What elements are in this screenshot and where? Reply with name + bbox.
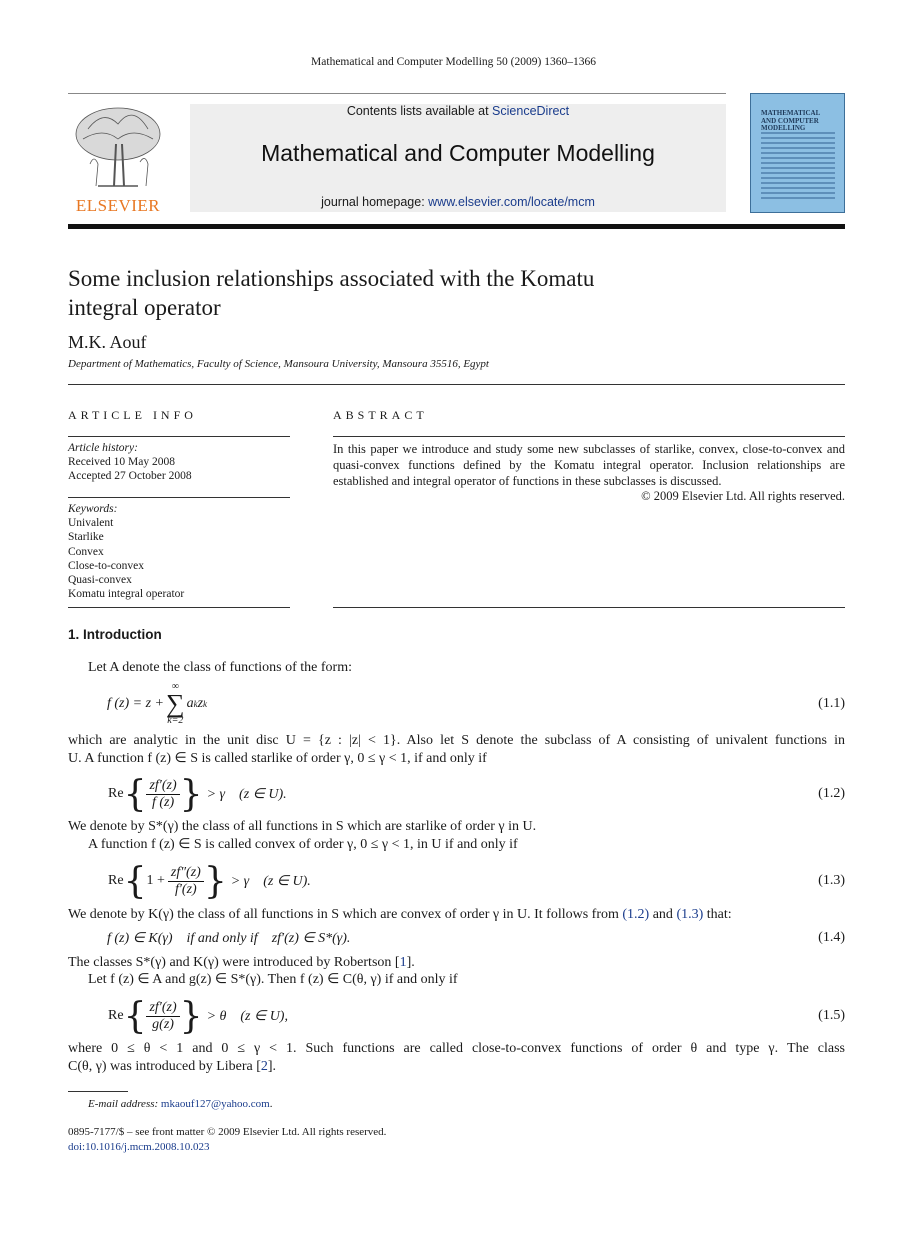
eq3-re: Re [108, 873, 124, 888]
front-matter: 0895-7177/$ – see front matter © 2009 Elsevier Ltd. All rights reserved. [68, 1126, 387, 1138]
abstract-divider-top [333, 436, 845, 437]
article-info-heading: ARTICLE INFO [68, 408, 197, 422]
journal-cover-image [750, 93, 845, 213]
eq-ref-link[interactable]: (1.3) [676, 907, 704, 922]
p8b-post: ]. [267, 1059, 277, 1074]
eq3-fraction [168, 865, 204, 898]
info-divider-3 [68, 607, 290, 608]
eq2-fraction [146, 778, 179, 811]
keyword: Convex [68, 545, 104, 558]
intro-paragraph-8a: where 0 ≤ θ < 1 and 0 ≤ γ < 1. Such functions are called close-to-convex functions of order θ and type γ. The class [68, 1041, 845, 1056]
cover-title: MATHEMATICAL AND COMPUTER MODELLING [761, 109, 820, 132]
intro-paragraph-2b: U. A function f (z) ∈ S is called starlike of order γ, 0 ≤ γ < 1, if and only if [68, 751, 487, 766]
journal-name: Mathematical and Computer Modelling [261, 140, 655, 166]
author-affiliation: Department of Mathematics, Faculty of Science, Mansoura University, Mansoura 35516, Egypt [68, 358, 489, 370]
p5-mid: and [649, 907, 677, 922]
intro-paragraph-7: Let f (z) ∈ A and g(z) ∈ S*(γ). Then f (z) ∈ C(θ, γ) if and only if [88, 972, 458, 987]
journal-reference: Mathematical and Computer Modelling 50 (2009) 1360–1366 [311, 56, 596, 68]
intro-paragraph-2a: which are analytic in the unit disc U = {z : |z| < 1}. Also let S denote the subclass of A consisting of univalent functions in [68, 733, 845, 748]
p6-post: ]. [406, 955, 415, 970]
eq1-sub: k [193, 699, 198, 709]
title-line-2: integral operator [68, 295, 221, 320]
eq1-sup: k [203, 699, 208, 709]
publisher-name: ELSEVIER [75, 196, 161, 215]
homepage-link[interactable]: www.elsevier.com/locate/mcm [428, 195, 595, 209]
p5-post: that: [703, 907, 732, 922]
eq2-tail: > γ (z ∈ U). [206, 786, 287, 802]
keyword: Univalent [68, 517, 114, 530]
eq2-denominator: f (z) [151, 794, 175, 810]
email-label: E-mail address: [88, 1098, 161, 1110]
info-divider-2 [68, 497, 290, 498]
header-divider [68, 93, 726, 94]
intro-paragraph-3: We denote by S*(γ) the class of all functions in S which are starlike of order γ in U. [68, 819, 537, 834]
p5-pre: We denote by K(γ) the class of all functions in S which are convex of order γ in U. It follows from [68, 907, 623, 922]
intro-paragraph-5 [68, 906, 732, 924]
article-history [68, 441, 192, 484]
author-name: M.K. Aouf [68, 332, 147, 352]
equation-1-3: Re { 1 + $\frac{zf''(z)}{f'(z)}$ } > γ (z ∈ U). [108, 860, 311, 902]
p8b-pre: C(θ, γ) was introduced by Libera [ [68, 1059, 261, 1074]
eq-ref-link[interactable]: (1.2) [622, 907, 650, 922]
citation-link[interactable]: 2 [260, 1059, 268, 1074]
intro-paragraph-1: Let A denote the class of functions of the form: [88, 660, 352, 675]
citation-link[interactable]: 1 [399, 955, 407, 970]
eq2-re: Re [108, 786, 124, 801]
eq5-denominator: g(z) [152, 1016, 174, 1032]
equation-1-1 [107, 680, 207, 728]
info-divider-1 [68, 436, 290, 437]
eq1-z: z [197, 696, 204, 711]
eq1-coef: a [186, 696, 194, 711]
equation-number: (1.2) [818, 786, 845, 801]
intro-paragraph-6 [68, 954, 415, 972]
abstract-copyright: © 2009 Elsevier Ltd. All rights reserved. [641, 489, 845, 503]
eq1-lhs: f (z) = z + [107, 696, 165, 711]
equation-number: (1.4) [818, 930, 845, 945]
eq3-denominator: f′(z) [174, 881, 197, 897]
equation-number: (1.3) [818, 873, 845, 888]
contents-prefix: Contents lists available at [346, 104, 493, 118]
abstract-text: In this paper we introduce and study some new subclasses of starlike, convex, close-to-convex and quasi-convex functions defined by the Komatu integral operator. Inclusion relationships are established and integral operator of functions in these subclasses is discussed. [333, 442, 845, 489]
abstract-heading: ABSTRACT [333, 408, 428, 422]
article-title [68, 264, 768, 322]
intro-paragraph-8b [68, 1058, 276, 1076]
email-post: . [269, 1098, 273, 1110]
history-label: Article history: [68, 442, 138, 454]
abstract-divider-bottom [333, 607, 845, 608]
keyword: Close-to-convex [68, 559, 145, 572]
eq3-numerator: zf″(z) [168, 865, 204, 882]
eq3-tail: > γ (z ∈ U). [230, 873, 311, 889]
homepage-line [190, 195, 726, 209]
keyword: Komatu integral operator [68, 588, 185, 601]
equation-1-4: f (z) ∈ K(γ) if and only if zf′(z) ∈ S*(γ). [107, 931, 351, 946]
keywords-label: Keywords: [68, 503, 118, 515]
email-footnote [88, 1098, 272, 1110]
cover-text-lines [761, 132, 835, 202]
received-date: Received 10 May 2008 [68, 456, 175, 469]
header-thick-rule [68, 224, 845, 229]
eq5-fraction [146, 1000, 179, 1033]
equation-number: (1.1) [818, 696, 845, 711]
sciencedirect-link[interactable]: ScienceDirect [492, 104, 570, 118]
summation-symbol: ∞ ∑ k=2 [166, 681, 185, 726]
email-link[interactable]: mkaouf127@yahoo.com [160, 1098, 270, 1110]
keyword: Starlike [68, 531, 104, 544]
p6-pre: The classes S*(γ) and K(γ) were introduced by Robertson [ [68, 955, 400, 970]
sum-upper: ∞ [171, 681, 179, 692]
equation-number: (1.5) [818, 1008, 845, 1023]
doi-link[interactable]: doi:10.1016/j.mcm.2008.10.023 [68, 1141, 210, 1153]
homepage-prefix: journal homepage: [321, 195, 429, 209]
eq3-one: 1 + [146, 873, 165, 888]
accepted-date: Accepted 27 October 2008 [68, 470, 192, 483]
intro-paragraph-4: A function f (z) ∈ S is called convex of order γ, 0 ≤ γ < 1, in U if and only if [88, 837, 518, 852]
equation-1-5: Re { $\frac{zf'(z)}{g(z)}$ } > θ (z ∈ U), [108, 995, 288, 1037]
keyword: Quasi-convex [68, 574, 132, 587]
title-line-1: Some inclusion relationships associated with the Komatu [68, 266, 595, 291]
equation-1-2: Re { $\frac{zf'(z)}{f (z)}$ } > γ (z ∈ U). [108, 773, 287, 815]
eq5-numerator: zf′(z) [146, 1000, 179, 1017]
title-divider [68, 384, 845, 385]
eq5-tail: > θ (z ∈ U), [206, 1008, 288, 1024]
contents-line [190, 104, 726, 118]
sum-lower: k=2 [167, 715, 184, 726]
eq5-re: Re [108, 1008, 124, 1023]
keywords-block [68, 502, 184, 601]
section-title: 1. Introduction [68, 627, 162, 642]
eq2-numerator: zf′(z) [146, 778, 179, 795]
footnote-rule [68, 1091, 128, 1092]
